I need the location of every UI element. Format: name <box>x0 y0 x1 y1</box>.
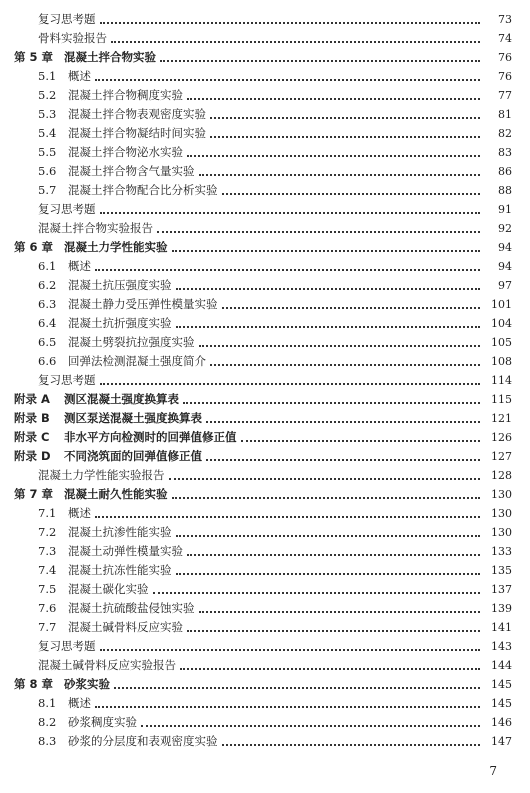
toc-entry-title: 概述 <box>68 69 91 83</box>
toc-entry-page: 133 <box>491 545 512 558</box>
toc-section-entry[interactable] <box>0 635 530 654</box>
toc-entry-title: 混凝土拌合物泌水实验 <box>68 145 183 159</box>
toc-entry-title: 混凝土动弹性模量实验 <box>68 544 183 558</box>
dot-leader <box>199 611 481 613</box>
toc-entry-page: 135 <box>491 564 512 577</box>
toc-section-entry[interactable] <box>0 711 530 730</box>
toc-entry-title: 概述 <box>68 506 91 520</box>
toc-section-entry[interactable] <box>0 578 530 597</box>
toc-entry-title: 复习思考题 <box>38 639 96 653</box>
toc-entry-page: 108 <box>491 355 512 368</box>
dot-leader <box>95 516 480 518</box>
toc-section-entry[interactable] <box>0 84 530 103</box>
toc-section-entry[interactable] <box>0 369 530 388</box>
toc-entry-page: 141 <box>491 621 512 634</box>
toc-section-entry[interactable] <box>0 521 530 540</box>
toc-entry-title: 复习思考题 <box>38 202 96 216</box>
dot-leader <box>210 117 480 119</box>
toc-entry-title: 混凝土拌合物实验 <box>64 50 156 64</box>
toc-entry-title: 概述 <box>68 696 91 710</box>
toc-entry-page: 81 <box>498 108 512 121</box>
dot-leader <box>222 307 481 309</box>
dot-leader <box>160 60 480 62</box>
toc-entry-number: 6.6 <box>38 354 57 368</box>
toc-section-entry[interactable] <box>0 559 530 578</box>
toc-entry-title: 混凝土耐久性能实验 <box>64 487 168 501</box>
toc-entry-number: 5.3 <box>38 107 57 121</box>
table-of-contents <box>0 8 530 749</box>
toc-appendix-entry[interactable] <box>0 426 530 445</box>
dot-leader <box>180 668 480 670</box>
toc-entry-title: 混凝土静力受压弹性模量实验 <box>68 297 218 311</box>
toc-entry-title: 混凝土劈裂抗拉强度实验 <box>68 335 195 349</box>
toc-entry-title: 混凝土拌合物实验报告 <box>38 221 153 235</box>
dot-leader <box>95 706 480 708</box>
toc-entry-title: 混凝土力学性能实验 <box>64 240 168 254</box>
toc-entry-page: 126 <box>491 431 512 444</box>
toc-entry-number: 5.4 <box>38 126 57 140</box>
dot-leader <box>100 383 481 385</box>
toc-entry-number: 5.6 <box>38 164 57 178</box>
toc-entry-number: 5.2 <box>38 88 57 102</box>
toc-entry-number: 7.1 <box>38 506 57 520</box>
toc-entry-page: 115 <box>491 393 512 406</box>
toc-section-entry[interactable] <box>0 616 530 635</box>
dot-leader <box>95 79 480 81</box>
toc-entry-page: 97 <box>498 279 512 292</box>
toc-entry-title: 混凝土抗折强度实验 <box>68 316 172 330</box>
toc-entry-title: 混凝土抗冻性能实验 <box>68 563 172 577</box>
toc-entry-title: 砂浆实验 <box>64 677 110 691</box>
toc-entry-page: 82 <box>498 127 512 140</box>
dot-leader <box>187 155 480 157</box>
toc-entry-page: 130 <box>491 488 512 501</box>
toc-entry-title: 回弹法检测混凝土强度简介 <box>68 354 206 368</box>
dot-leader <box>176 535 481 537</box>
toc-section-entry[interactable] <box>0 730 530 749</box>
dot-leader <box>176 326 481 328</box>
toc-section-entry[interactable] <box>0 350 530 369</box>
dot-leader <box>210 136 480 138</box>
toc-section-entry[interactable] <box>0 692 530 711</box>
toc-entry-number: 6.3 <box>38 297 57 311</box>
toc-entry-page: 114 <box>491 374 512 387</box>
dot-leader <box>153 592 481 594</box>
toc-entry-title: 混凝土抗渗性能实验 <box>68 525 172 539</box>
toc-entry-title: 复习思考题 <box>38 12 96 26</box>
toc-entry-title: 测区混凝土强度换算表 <box>64 392 179 406</box>
dot-leader <box>206 459 480 461</box>
toc-entry-title: 混凝土碱骨料反应实验报告 <box>38 658 176 672</box>
toc-entry-page: 143 <box>491 640 512 653</box>
toc-entry-page: 137 <box>491 583 512 596</box>
toc-entry-page: 127 <box>491 450 512 463</box>
toc-entry-number: 7.2 <box>38 525 57 539</box>
toc-entry-page: 105 <box>491 336 512 349</box>
dot-leader <box>172 497 481 499</box>
toc-entry-number: 6.4 <box>38 316 57 330</box>
toc-entry-number: 6.5 <box>38 335 57 349</box>
toc-entry-page: 139 <box>491 602 512 615</box>
toc-entry-page: 74 <box>498 32 512 45</box>
toc-entry-page: 77 <box>498 89 512 102</box>
toc-appendix-entry[interactable] <box>0 388 530 407</box>
dot-leader <box>187 98 480 100</box>
toc-entry-title: 测区泵送混凝土强度换算表 <box>64 411 202 425</box>
dot-leader <box>199 174 481 176</box>
toc-entry-title: 砂浆稠度实验 <box>68 715 137 729</box>
dot-leader <box>241 440 481 442</box>
dot-leader <box>210 364 480 366</box>
dot-leader <box>114 687 480 689</box>
dot-leader <box>199 345 481 347</box>
toc-appendix-entry[interactable] <box>0 445 530 464</box>
toc-section-entry[interactable] <box>0 293 530 312</box>
toc-section-entry[interactable] <box>0 103 530 122</box>
toc-entry-page: 130 <box>491 507 512 520</box>
toc-section-entry[interactable] <box>0 65 530 84</box>
dot-leader <box>100 212 481 214</box>
toc-entry-number: 第 8 章 <box>14 677 54 691</box>
toc-section-entry[interactable] <box>0 122 530 141</box>
page-number: 7 <box>489 764 497 778</box>
toc-entry-title: 骨料实验报告 <box>38 31 107 45</box>
toc-entry-number: 8.1 <box>38 696 57 710</box>
toc-entry-page: 144 <box>491 659 512 672</box>
toc-entry-number: 第 5 章 <box>14 50 54 64</box>
toc-entry-number: 7.7 <box>38 620 57 634</box>
toc-section-entry[interactable] <box>0 540 530 559</box>
toc-entry-number: 第 7 章 <box>14 487 54 501</box>
toc-entry-page: 83 <box>498 146 512 159</box>
toc-entry-page: 94 <box>498 241 512 254</box>
toc-entry-title: 不同浇筑面的回弹值修正值 <box>64 449 202 463</box>
toc-entry-number: 附录 A <box>14 392 50 406</box>
toc-section-entry[interactable] <box>0 502 530 521</box>
toc-entry-number: 附录 C <box>14 430 50 444</box>
toc-entry-title: 混凝土拌合物配合比分析实验 <box>68 183 218 197</box>
dot-leader <box>183 402 480 404</box>
toc-section-entry[interactable] <box>0 331 530 350</box>
toc-entry-title: 混凝土碳化实验 <box>68 582 149 596</box>
toc-entry-number: 7.5 <box>38 582 57 596</box>
toc-section-entry[interactable] <box>0 160 530 179</box>
toc-chapter-entry[interactable] <box>0 483 530 502</box>
toc-section-entry[interactable] <box>0 274 530 293</box>
dot-leader <box>176 288 481 290</box>
toc-entry-title: 混凝土拌合物表观密度实验 <box>68 107 206 121</box>
toc-entry-page: 86 <box>498 165 512 178</box>
toc-entry-title: 混凝土抗硫酸盐侵蚀实验 <box>68 601 195 615</box>
toc-entry-title: 复习思考题 <box>38 373 96 387</box>
toc-entry-title: 混凝土拌合物稠度实验 <box>68 88 183 102</box>
toc-entry-number: 8.3 <box>38 734 57 748</box>
toc-entry-number: 5.1 <box>38 69 57 83</box>
dot-leader <box>169 478 481 480</box>
toc-entry-page: 91 <box>498 203 512 216</box>
toc-entry-page: 92 <box>498 222 512 235</box>
dot-leader <box>100 22 481 24</box>
toc-section-entry[interactable] <box>0 312 530 331</box>
toc-chapter-entry[interactable] <box>0 46 530 65</box>
toc-entry-title: 非水平方向检测时的回弹值修正值 <box>64 430 237 444</box>
toc-section-entry[interactable] <box>0 27 530 46</box>
toc-entry-number: 5.7 <box>38 183 57 197</box>
toc-entry-page: 145 <box>491 678 512 691</box>
toc-entry-page: 76 <box>498 51 512 64</box>
toc-entry-title: 混凝土拌合物凝结时间实验 <box>68 126 206 140</box>
toc-entry-number: 7.4 <box>38 563 57 577</box>
toc-entry-title: 混凝土碱骨料反应实验 <box>68 620 183 634</box>
toc-entry-number: 8.2 <box>38 715 57 729</box>
toc-entry-page: 104 <box>491 317 512 330</box>
dot-leader <box>100 649 481 651</box>
toc-entry-title: 混凝土拌合物含气量实验 <box>68 164 195 178</box>
toc-entry-page: 76 <box>498 70 512 83</box>
toc-entry-page: 94 <box>498 260 512 273</box>
toc-entry-number: 7.3 <box>38 544 57 558</box>
toc-entry-title: 砂浆的分层度和表观密度实验 <box>68 734 218 748</box>
toc-section-entry[interactable] <box>0 464 530 483</box>
toc-entry-number: 6.2 <box>38 278 57 292</box>
toc-entry-number: 附录 D <box>14 449 51 463</box>
toc-entry-number: 5.5 <box>38 145 57 159</box>
toc-entry-page: 101 <box>491 298 512 311</box>
toc-entry-page: 121 <box>491 412 512 425</box>
dot-leader <box>95 269 480 271</box>
dot-leader <box>172 250 481 252</box>
toc-entry-number: 附录 B <box>14 411 50 425</box>
toc-section-entry[interactable] <box>0 255 530 274</box>
toc-section-entry[interactable] <box>0 597 530 616</box>
toc-entry-page: 73 <box>498 13 512 26</box>
dot-leader <box>157 231 480 233</box>
toc-chapter-entry[interactable] <box>0 236 530 255</box>
toc-entry-page: 128 <box>491 469 512 482</box>
dot-leader <box>176 573 481 575</box>
toc-section-entry[interactable] <box>0 217 530 236</box>
toc-entry-number: 7.6 <box>38 601 57 615</box>
dot-leader <box>222 193 481 195</box>
dot-leader <box>222 744 481 746</box>
toc-chapter-entry[interactable] <box>0 673 530 692</box>
toc-section-entry[interactable] <box>0 654 530 673</box>
dot-leader <box>141 725 480 727</box>
toc-section-entry[interactable] <box>0 8 530 27</box>
toc-entry-page: 147 <box>491 735 512 748</box>
toc-entry-page: 146 <box>491 716 512 729</box>
dot-leader <box>206 421 480 423</box>
toc-entry-number: 6.1 <box>38 259 57 273</box>
toc-section-entry[interactable] <box>0 179 530 198</box>
toc-entry-page: 145 <box>491 697 512 710</box>
toc-entry-title: 混凝土抗压强度实验 <box>68 278 172 292</box>
toc-entry-page: 88 <box>498 184 512 197</box>
toc-section-entry[interactable] <box>0 141 530 160</box>
toc-entry-number: 第 6 章 <box>14 240 54 254</box>
dot-leader <box>187 554 480 556</box>
toc-entry-page: 130 <box>491 526 512 539</box>
toc-section-entry[interactable] <box>0 198 530 217</box>
dot-leader <box>111 41 480 43</box>
dot-leader <box>187 630 480 632</box>
toc-appendix-entry[interactable] <box>0 407 530 426</box>
toc-entry-title: 混凝土力学性能实验报告 <box>38 468 165 482</box>
toc-entry-title: 概述 <box>68 259 91 273</box>
